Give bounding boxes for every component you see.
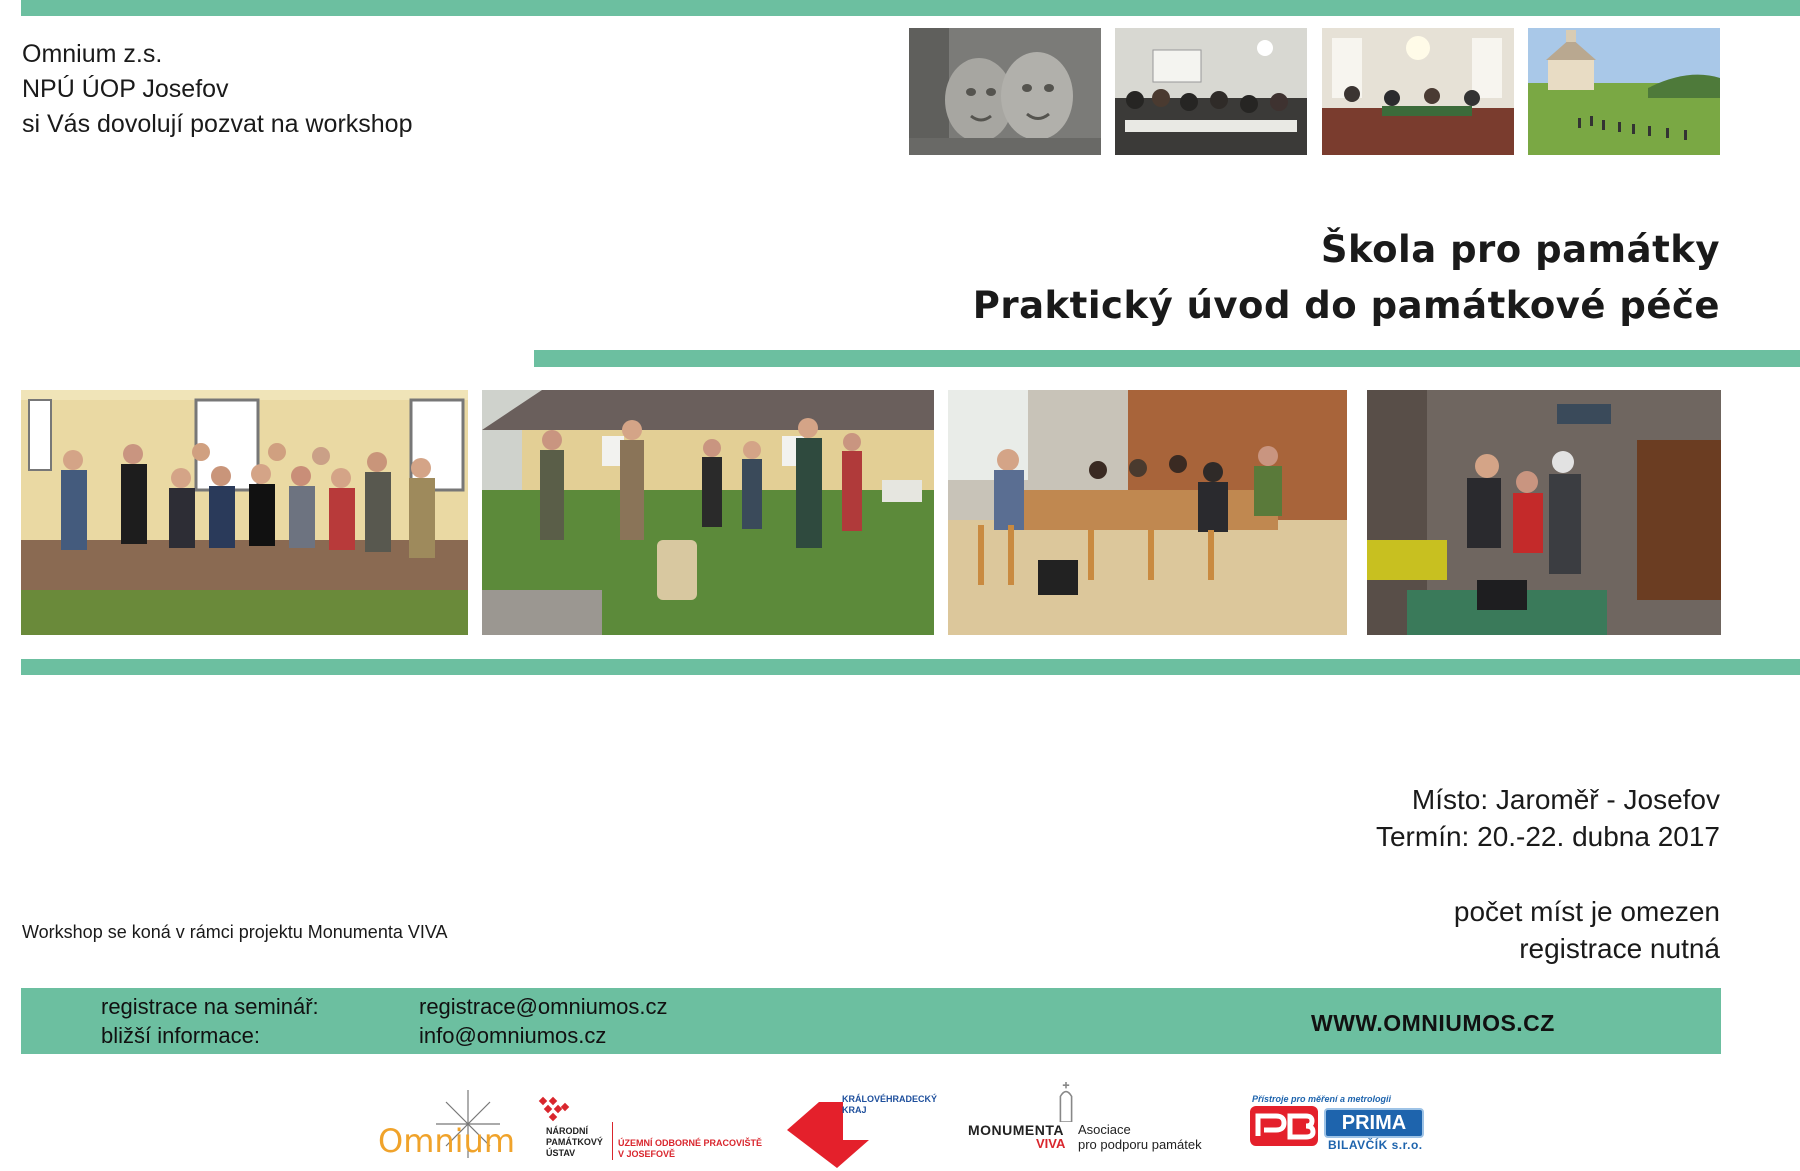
npu-name-line: PAMÁTKOVÝ (546, 1137, 603, 1147)
prima-name-box (1324, 1108, 1424, 1138)
monumenta-tagline-line: Asociace (1078, 1122, 1131, 1137)
event-date: Termín: 20.-22. dubna 2017 (1375, 821, 1720, 852)
prima-pb-icon (1250, 1106, 1318, 1146)
monumenta-wordmark: MONUMENTA (968, 1122, 1065, 1138)
photo-group-portrait (21, 390, 468, 635)
monumenta-tagline-line: pro podporu památek (1078, 1137, 1202, 1152)
photos-underline-bar (21, 659, 1800, 675)
npu-sub-line: V JOSEFOVĚ (618, 1149, 676, 1159)
npu-divider (612, 1122, 613, 1160)
registration-email[interactable]: registrace@omniumos.cz (419, 994, 668, 1019)
info-label: bližší informace: (101, 1023, 260, 1048)
prima-pb-mark (1250, 1106, 1318, 1146)
project-note: Workshop se koná v rámci projektu Monumenta VIVA (22, 922, 448, 942)
event-info-block (1000, 781, 1720, 855)
photo-hall (1322, 28, 1514, 155)
logo-monumenta-viva (968, 1082, 1223, 1154)
photo-sculpture (909, 28, 1101, 155)
title-line-2: Praktický úvod do památkové péče (972, 284, 1720, 327)
photo-lecture-room (1115, 28, 1307, 155)
organizer-line: Omnium z.s. (22, 40, 163, 68)
capacity-block (1000, 893, 1720, 967)
logo-kralovehradecky-kraj (785, 1090, 945, 1170)
kraj-name-line: KRAJ (842, 1105, 867, 1115)
title-underline-bar (534, 350, 1800, 367)
prima-name: PRIMA (1341, 1112, 1407, 1134)
photo-workshop-table (948, 390, 1347, 635)
logo-omnium (378, 1088, 520, 1160)
kraj-name-line: KRÁLOVÉHRADECKÝ (842, 1094, 938, 1104)
contact-bar (21, 988, 1721, 1054)
npu-diamond-icon (534, 1096, 574, 1126)
title-block (700, 222, 1720, 334)
organizer-line: si Vás dovolují pozvat na workshop (22, 110, 413, 138)
capacity-note: počet míst je omezen (1453, 896, 1720, 927)
top-accent-bar (21, 0, 1800, 16)
npu-name-line: ÚSTAV (546, 1148, 576, 1158)
prima-tagline: Přístroje pro měření a metrologii (1252, 1094, 1392, 1104)
registration-note: registrace nutná (1519, 933, 1720, 964)
photo-chapel-meadow (1528, 28, 1720, 155)
event-place: Místo: Jaroměř - Josefov (1411, 784, 1720, 815)
photo-garden-demo (482, 390, 934, 635)
viva-wordmark: VIVA (1036, 1136, 1066, 1151)
organizer-block (22, 37, 622, 142)
organizer-line: NPÚ ÚOP Josefov (22, 75, 229, 103)
npu-sub-line: ÚZEMNÍ ODBORNÉ PRACOVIŠTĚ (618, 1138, 763, 1148)
registration-label: registrace na seminář: (101, 994, 319, 1019)
npu-name-line: NÁRODNÍ (546, 1126, 588, 1136)
title-line-1: Škola pro památky (1320, 228, 1720, 271)
website-link[interactable]: WWW.OMNIUMOS.CZ (1311, 1010, 1555, 1036)
info-email[interactable]: info@omniumos.cz (419, 1023, 607, 1048)
prima-sub: BILAVČÍK s.r.o. (1328, 1138, 1423, 1152)
logo-npu (532, 1096, 764, 1162)
omnium-wordmark: Omnium (378, 1122, 515, 1160)
church-tower-icon (1054, 1082, 1078, 1122)
photo-instrument-demo (1367, 390, 1721, 635)
logo-prima-bilavcik (1250, 1094, 1450, 1156)
